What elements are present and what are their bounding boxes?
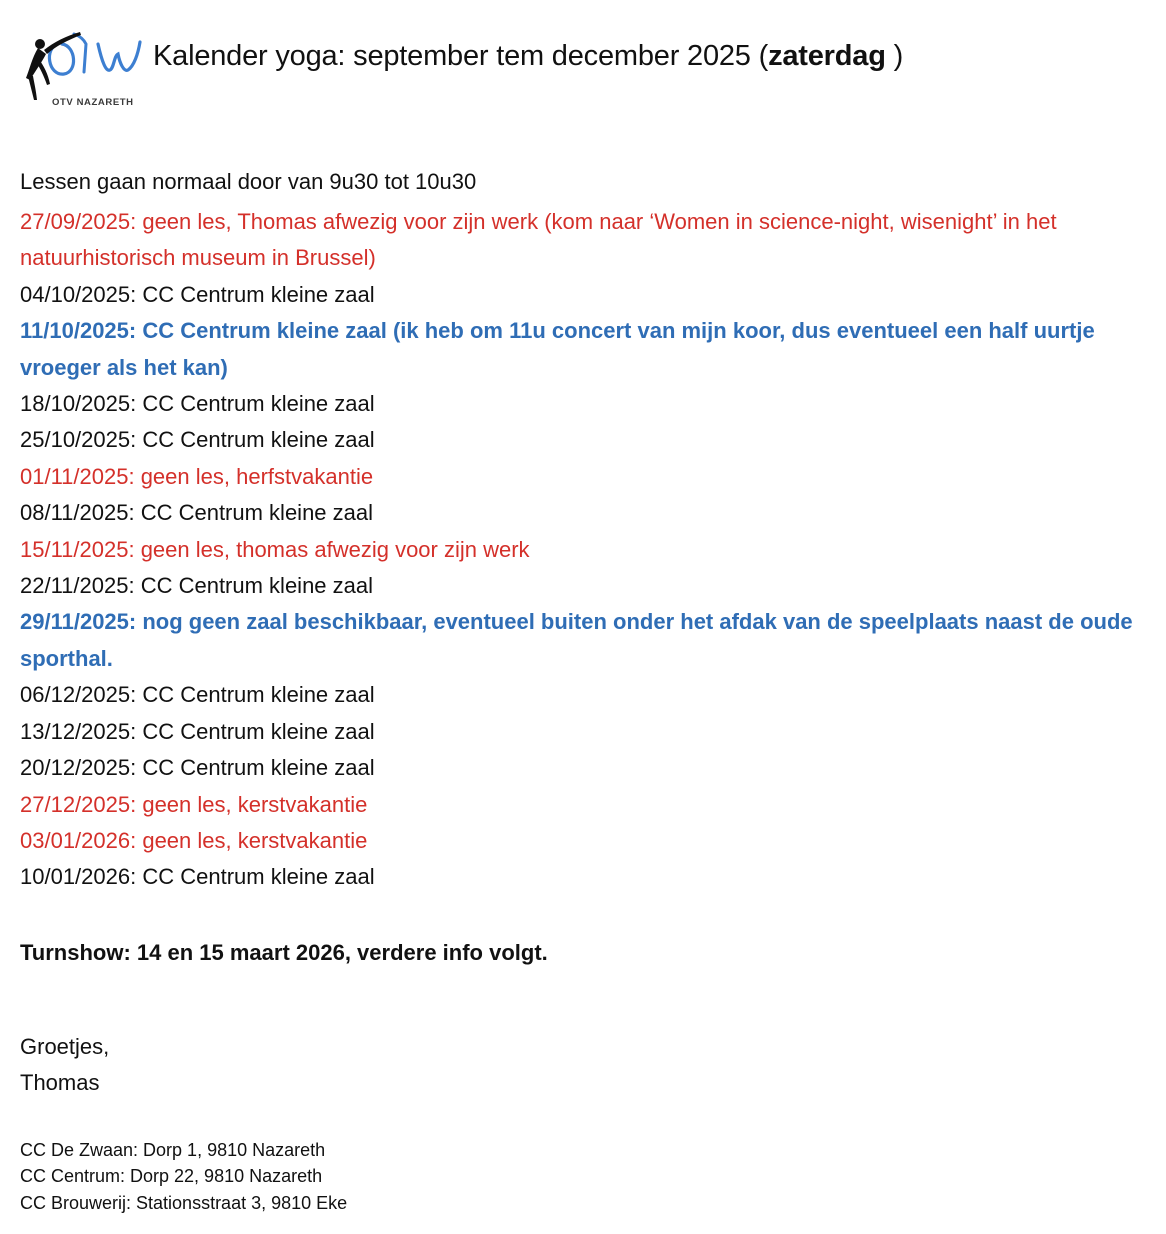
closing-greeting: Groetjes, [20, 1033, 110, 1059]
logo-script-v [98, 42, 140, 70]
schedule-list [20, 204, 1155, 896]
schedule-item: 08/11/2025: CC Centrum kleine zaal [20, 500, 374, 526]
schedule-item: 25/10/2025: CC Centrum kleine zaal [20, 427, 375, 453]
closing-name: Thomas [20, 1069, 100, 1095]
schedule-item: 27/12/2025: geen les, kerstvakantie [20, 791, 368, 817]
address-line: CC Centrum: Dorp 22, 9810 Nazareth [20, 1166, 323, 1187]
logo-script-t [74, 34, 86, 72]
schedule-item: 27/09/2025: geen les, Thomas afwezig voor zijn werk (kom naar ‘Women in science-night, wisenight’ in het natuurhistorisch museum in Brussel) [20, 209, 1057, 271]
schedule-item: 04/10/2025: CC Centrum kleine zaal [20, 281, 375, 307]
logo-text: OTV NAZARETH [52, 97, 134, 108]
logo-figure-head [35, 39, 45, 49]
turnshow-notice: Turnshow: 14 en 15 maart 2026, verdere info volgt. [20, 939, 548, 965]
address-line: CC Brouwerij: Stationsstraat 3, 9810 Eke [20, 1192, 348, 1213]
schedule-item: 11/10/2025: CC Centrum kleine zaal (ik heb om 11u concert van mijn koor, dus eventueel een half uurtje vroeger als het kan) [20, 318, 1095, 380]
title-bold-day: zaterdag [768, 40, 886, 72]
schedule-item: 03/01/2026: geen les, kerstvakantie [20, 827, 368, 853]
address-list [20, 1137, 1155, 1217]
schedule-item: 10/01/2026: CC Centrum kleine zaal [20, 864, 375, 890]
schedule-item: 22/11/2025: CC Centrum kleine zaal [20, 573, 374, 599]
gymnast-logo-icon [14, 14, 154, 112]
page-title [153, 38, 903, 74]
logo-figure-leg-2 [36, 58, 50, 85]
schedule-item: 29/11/2025: nog geen zaal beschikbaar, eventueel buiten onder het afdak van de speelplaats naast de oude sporthal. [20, 609, 1133, 671]
logo-figure-leg [28, 76, 37, 100]
title-suffix: ) [885, 40, 904, 72]
address-line: CC De Zwaan: Dorp 1, 9810 Nazareth [20, 1139, 326, 1160]
schedule-item: 13/12/2025: CC Centrum kleine zaal [20, 718, 375, 744]
schedule-item: 01/11/2025: geen les, herfstvakantie [20, 463, 374, 489]
otv-nazareth-logo [14, 14, 154, 112]
logo-figure-body [26, 48, 46, 80]
title-prefix: Kalender yoga: september tem december 2025 ( [153, 40, 769, 72]
schedule-item: 15/11/2025: geen les, thomas afwezig voor zijn werk [20, 536, 530, 562]
schedule-item: 20/12/2025: CC Centrum kleine zaal [20, 755, 375, 781]
schedule-item: 18/10/2025: CC Centrum kleine zaal [20, 391, 375, 417]
intro-text: Lessen gaan normaal door van 9u30 tot 10u30 [20, 169, 477, 194]
logo-figure-arm [44, 32, 81, 54]
document-body [20, 162, 1155, 1216]
closing [20, 1029, 1155, 1101]
schedule-item: 06/12/2025: CC Centrum kleine zaal [20, 682, 375, 708]
